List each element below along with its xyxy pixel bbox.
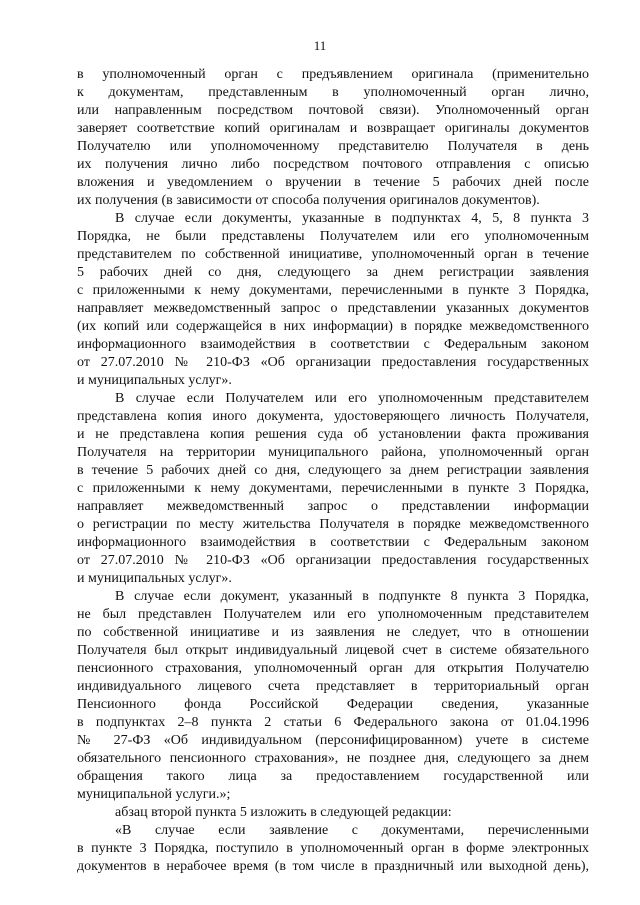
text-line: Получателю или уполномоченному представителю Получателя в день: [77, 139, 589, 154]
text-line: направляет межведомственный запрос о представлении указанных документов: [77, 301, 589, 316]
text-line: В случае если документ, указанный в подпункте 8 пункта 3 Порядка,: [115, 589, 589, 604]
text-line: в пункте 3 Порядка, поступило в уполномоченный орган в форме электронных: [77, 841, 589, 856]
text-line: Пенсионного фонда Российской Федерации сведения, указанные: [77, 697, 589, 712]
text-line: в уполномоченный орган с предъявлением оригинала (применительно: [77, 67, 589, 82]
text-line: 5 рабочих дней со дня, следующего за днем регистрации заявления: [77, 265, 589, 280]
text-line: в течение 5 рабочих дней со дня, следующего за днем регистрации заявления: [77, 463, 589, 478]
text-line: не был представлен Получателем или его уполномоченным представителем: [77, 607, 589, 622]
text-line: вложения и уведомлением о вручении в течение 5 рабочих дней после: [77, 175, 589, 190]
text-line: с приложенными к нему документами, перечисленными в пункте 3 Порядка,: [77, 283, 589, 298]
text-line: их получения (в зависимости от способа получения оригиналов документов).: [77, 193, 540, 208]
text-line: и муниципальных услуг».: [77, 373, 232, 388]
text-line: муниципальной услуги.»;: [77, 787, 231, 802]
text-line: Получателя на территории муниципального района, уполномоченный орган: [77, 445, 589, 460]
text-line: информационного взаимодействия в соответствии с Федеральным законом: [77, 535, 589, 550]
page-number: 11: [313, 38, 327, 53]
text-line: № 27-ФЗ «Об индивидуальном (персонифицированном) учете в системе: [77, 733, 589, 748]
text-line: и муниципальных услуг».: [77, 571, 232, 586]
text-line: В случае если документы, указанные в подпунктах 4, 5, 8 пункта 3: [115, 211, 589, 226]
text-line: от 27.07.2010 № 210-ФЗ «Об организации предоставления государственных: [77, 553, 589, 568]
text-line: направляет межведомственный запрос о представлении информации: [77, 499, 589, 514]
text-line: с приложенными к нему документами, перечисленными в пункте 3 Порядка,: [77, 481, 589, 496]
text-line: и не представлена копия решения суда об установлении факта проживания: [77, 427, 589, 442]
text-line: «В случае если заявление с документами, перечисленными: [115, 823, 589, 838]
text-line: заверяет соответствие копий оригиналам и возвращает оригиналы документов: [77, 121, 589, 136]
text-line: абзац второй пункта 5 изложить в следующей редакции:: [115, 805, 452, 820]
text-line: документов в нерабочее время (в том числе в праздничный или выходной день),: [77, 859, 589, 874]
text-line: В случае если Получателем или его уполномоченным представителем: [115, 391, 589, 406]
text-line: (их копий или содержащейся в них информации) в порядке межведомственного: [77, 319, 589, 334]
text-line: обращения такого лица за предоставлением государственной или: [77, 769, 589, 784]
text-line: пенсионного страхования, уполномоченный орган для открытия Получателю: [77, 661, 589, 676]
text-line: информационного взаимодействия в соответствии с Федеральным законом: [77, 337, 589, 352]
text-line: их получения лично либо посредством почтового отправления с описью: [77, 157, 589, 172]
text-line: индивидуального лицевого счета представляет в территориальный орган: [77, 679, 589, 694]
text-line: представителем по собственной инициативе, уполномоченный орган в течение: [77, 247, 589, 262]
text-line: о регистрации по месту жительства Получателя в порядке межведомственного: [77, 517, 589, 532]
text-line: или направленным посредством почтовой связи). Уполномоченный орган: [77, 103, 589, 118]
text-line: обязательного пенсионного страхования», не позднее дня, следующего за днем: [77, 751, 589, 766]
text-line: от 27.07.2010 № 210-ФЗ «Об организации предоставления государственных: [77, 355, 589, 370]
text-line: представлена копия иного документа, удостоверяющего личность Получателя,: [77, 409, 589, 424]
text-line: Порядка, не были представлены Получателем или его уполномоченным: [77, 229, 589, 244]
text-line: Получателя был открыт индивидуальный лицевой счет в системе обязательного: [77, 643, 589, 658]
text-line: по собственной инициативе и из заявления не следует, что в отношении: [77, 625, 589, 640]
text-line: к документам, представленным в уполномоченный орган лично,: [77, 85, 589, 100]
text-line: в подпунктах 2–8 пункта 2 статьи 6 Федерального закона от 01.04.1996: [77, 715, 589, 730]
document-body: [77, 66, 589, 876]
